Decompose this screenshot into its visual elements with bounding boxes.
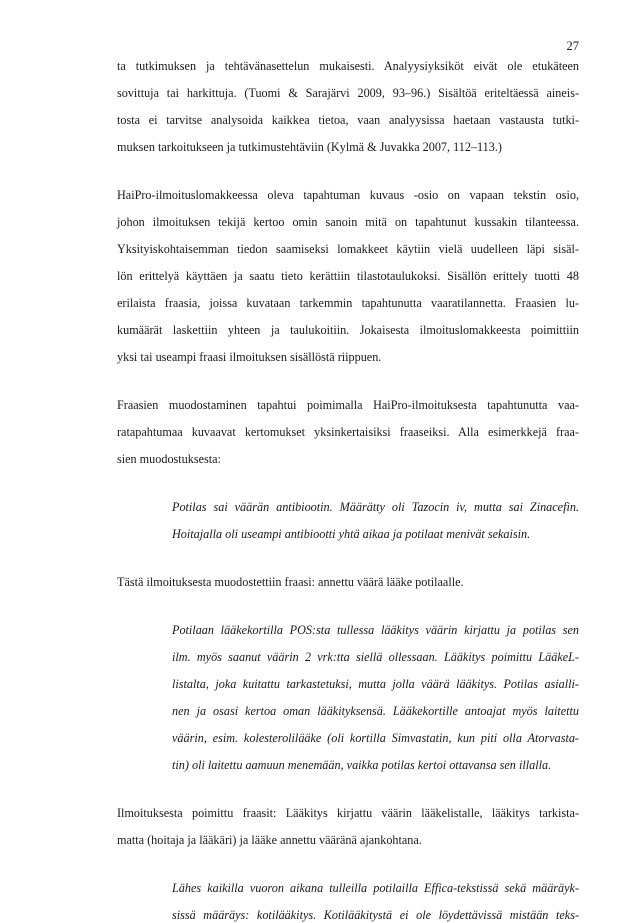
quote-line: Potilaan lääkekortilla POS:sta tullessa lääkitys väärin kirjattu ja potilas sen [172, 623, 579, 637]
quote-line: nen ja osasi kertoa oman lääkityksensä. Lääkekortille antoajat myös laitettu [172, 704, 579, 718]
text-line: HaiPro-ilmoituslomakkeessa oleva tapahtuman kuvaus -osio on vapaan tekstin osio, [117, 188, 579, 202]
quote-line: listalta, joka kuitattu tarkastetuksi, mutta jolla väärä lääkitys. Potilas asialli- [172, 677, 579, 691]
text-line: Ilmoituksesta poimittu fraasit: Lääkitys kirjattu väärin lääkelistalle, lääkitys tarkista- [117, 806, 579, 820]
text-line: Fraasien muodostaminen tapahtui poimimalla HaiPro-ilmoituksesta tapahtunutta vaa- [117, 398, 579, 412]
page-number: 27 [566, 39, 579, 53]
text-line: Yksityiskohtaisemman tiedon saamiseksi lomakkeet käytiin vielä uudelleen läpi sisäl- [117, 242, 579, 256]
text-line: johon ilmoituksen tekijä kertoo omin sanoin mitä on tapahtunut kussakin tilanteessa. [117, 215, 579, 229]
text-line: kumäärät laskettiin yhteen ja taulukoitiin. Jokaisesta ilmoituslomakkeesta poimittiin [117, 323, 579, 337]
quote-line: Potilas sai väärän antibiootin. Määrätty oli Tazocin iv, mutta sai Zinacefin. [172, 500, 579, 514]
text-line: ta tutkimuksen ja tehtävänasettelun mukaisesti. Analyysiyksiköt eivät ole etukäteen [117, 59, 579, 73]
text-line: sien muodostuksesta: [117, 452, 221, 466]
quote-line: tin) oli laitettu aamuun menemään, vaikka potilas kertoi ottavansa sen illalla. [172, 758, 552, 772]
text-line: sovittuja tai harkittuja. (Tuomi & Sarajärvi 2009, 93–96.) Sisältöä eriteltäessä aineis- [117, 86, 579, 100]
quote-line: sissä määräys: kotilääkitys. Kotilääkitystä ei ole löydettävissä mistään teks- [172, 908, 579, 922]
text-line: muksen tarkoitukseen ja tutkimustehtäviin (Kylmä & Juvakka 2007, 112–113.) [117, 140, 502, 154]
text-line: tosta ei tarvitse analysoida kaikkea tietoa, vaan analyysissa haetaan vastausta tutki- [117, 113, 579, 127]
text-line: ratapahtumaa kuvaavat kertomukset yksinkertaisiksi fraaseiksi. Alla esimerkkejä fraa- [117, 425, 579, 439]
text-line: erilaista fraasia, joissa kuvataan tarkemmin tapahtunutta vaaratilannetta. Fraasien lu- [117, 296, 579, 310]
text-line: matta (hoitaja ja lääkäri) ja lääke annettu vääränä ajankohtana. [117, 833, 422, 847]
quote-line: ilm. myös saanut väärin 2 vrk:tta siellä ollessaan. Lääkitys poimittu LääkeL- [172, 650, 579, 664]
quote-line: Lähes kaikilla vuoron aikana tulleilla potilailla Effica-tekstissä sekä määräyk- [172, 881, 579, 895]
text-line: yksi tai useampi fraasi ilmoituksen sisällöstä riippuen. [117, 350, 382, 364]
quote-line: Hoitajalla oli useampi antibiootti yhtä aikaa ja potilaat menivät sekaisin. [172, 527, 531, 541]
text-line: lön erittelyä käyttäen ja saatu tieto kerättiin tilastotaulukoksi. Sisällön erittely tuotti 48 [117, 269, 579, 283]
quote-line: väärin, esim. kolesterolilääke (oli kortilla Simvastatin, kun piti olla Atorvasta- [172, 731, 579, 745]
text-line: Tästä ilmoituksesta muodostettiin fraasi: annettu väärä lääke potilaalle. [117, 575, 464, 589]
